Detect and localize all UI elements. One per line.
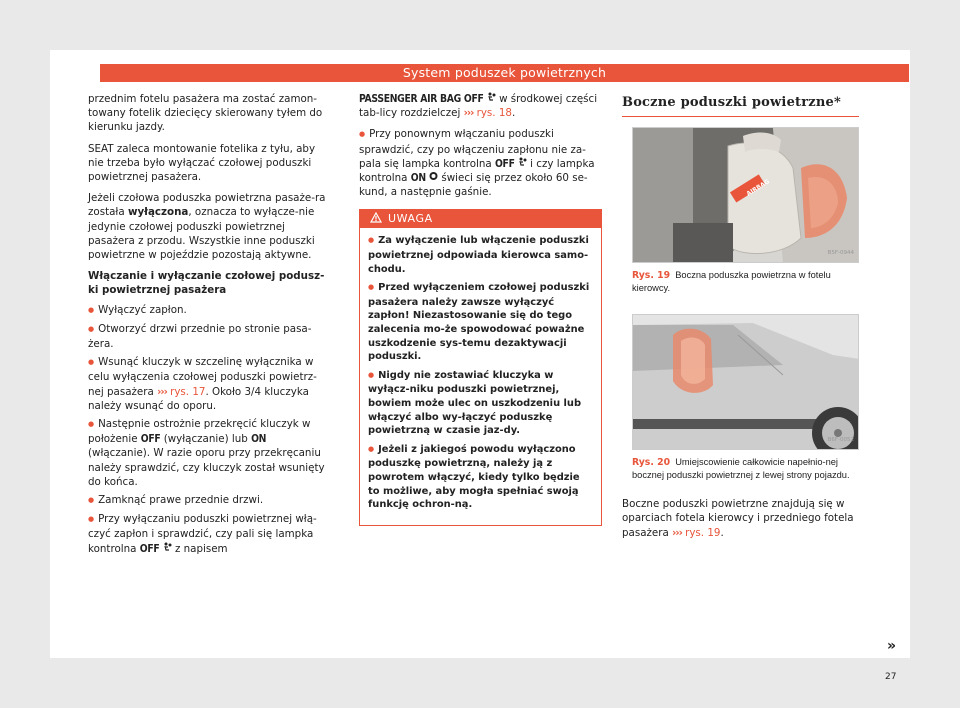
off-indicator: OFF bbox=[139, 542, 160, 555]
list-item: ● Wyłączyć zapłon. bbox=[88, 303, 330, 318]
passenger-airbag-icon bbox=[429, 171, 438, 181]
list-item: ● Przy wyłączaniu poduszki powietrznej włą-czyć zapłon i sprawdzić, czy pali się lampka kontrolna OFF z napisem bbox=[88, 512, 330, 556]
paragraph: przednim fotelu pasażera ma zostać zamon-towany fotelik dziecięcy skierowany tyłem do kierunku jazdy. bbox=[88, 93, 323, 134]
figure-caption: Rys. 19 Boczna poduszka powietrzna w fotelu kierowcy. bbox=[632, 270, 831, 294]
on-indicator: ON bbox=[251, 433, 267, 446]
figure-code: B6F-0052 bbox=[827, 437, 854, 443]
passenger-airbag-icon bbox=[518, 157, 527, 167]
figure-reference[interactable]: ››› rys. 19 bbox=[672, 526, 721, 539]
subheading: Włączanie i wyłączanie czołowej podusz-ki powietrznej pasażera bbox=[88, 270, 325, 297]
ref-arrows-icon: ››› bbox=[157, 385, 167, 398]
seat-airbag-illustration bbox=[633, 128, 859, 263]
paragraph: SEAT zaleca montowanie fotelika z tyłu, aby nie trzeba było wyłączać czołowej poduszki powietrznej pasażera. bbox=[88, 142, 316, 184]
figure-seat-airbag bbox=[632, 127, 859, 263]
passenger-airbag-icon bbox=[163, 542, 172, 552]
paragraph: Boczne poduszki powietrzne znajdują się w oparciach fotela kierowcy i przedniego fotela pasażera ››› rys. 19. bbox=[622, 498, 854, 539]
next-page-arrow-icon: » bbox=[887, 638, 897, 654]
warning-body bbox=[360, 228, 601, 524]
warning-header: UWAGA bbox=[360, 210, 601, 228]
figure-code: B5F-0944 bbox=[827, 250, 854, 256]
list-item: ● Wsunąć kluczyk w szczelinę wyłącznika w celu wyłączenia czołowej poduszki powietrz-nej pasażera ››› rys. 17. Około 3/4 kluczyka należy wsunąć do oporu. bbox=[88, 355, 330, 413]
column-right bbox=[622, 92, 859, 547]
warning-item: ● Nigdy nie zostawiać kluczyka w wyłącz-niku poduszki powietrznej, bowiem może ulec on uszkodzeniu lub włączyć albo wy-łączyć poduszkę powietrzną w czasie jaz-dy. bbox=[368, 369, 593, 438]
passenger-airbag-off-indicator: PASSENGER AIR BAG OFF bbox=[359, 93, 484, 105]
manual-page bbox=[50, 50, 910, 682]
list-item: ● Następnie ostrożnie przekręcić kluczyk w położenie OFF (wyłączanie) lub ON (włączanie). W razie oporu przy przekręcaniu należy sprawdzić, czy kluczyk został wsunięty do końca. bbox=[88, 417, 330, 489]
paragraph: PASSENGER AIR BAG OFF w środkowej części tab-licy rozdzielczej ››› rys. 18. bbox=[359, 93, 598, 120]
ref-arrows-icon: ››› bbox=[463, 107, 474, 120]
list-item: ● Otworzyć drzwi przednie po stronie pasa-żera. bbox=[88, 322, 330, 351]
warning-triangle-icon bbox=[370, 212, 382, 223]
page-header: System poduszek powietrznych bbox=[100, 64, 909, 82]
warning-item: ● Jeżeli z jakiegoś powodu wyłączono poduszkę powietrzną, należy ją z powrotem włączyć, kiedy tylko będzie to możliwe, aby mogła spełniać swoją funkcję ochron-ną. bbox=[368, 443, 593, 512]
airbag-label: AIRBAG bbox=[745, 178, 771, 198]
column-middle bbox=[359, 92, 602, 526]
list-item: ● Przy ponownym włączaniu poduszki sprawdzić, czy po włączeniu zapłonu nie za-pala się lampka kontrolna OFF i czy lampka kontrolna ON świeci się przez około 60 se-kund, a następnie gaśnie. bbox=[359, 127, 602, 199]
page-number: 27 bbox=[885, 672, 897, 682]
passenger-airbag-icon bbox=[487, 92, 496, 102]
figure-car-side-airbag bbox=[632, 314, 859, 450]
figure-number: Rys. 19 bbox=[632, 270, 671, 282]
on-indicator: ON bbox=[410, 172, 426, 185]
section-title: Boczne poduszki powietrzne* bbox=[622, 92, 859, 117]
off-indicator: OFF bbox=[140, 433, 161, 446]
warning-item: ● Przed wyłączeniem czołowej poduszki pasażera należy zawsze wyłączyć zapłon! Niezastosowanie się do tego zalecenia mo-że spowodować poważne uszkodzenie sys-temu dezaktywacji poduszki. bbox=[368, 281, 593, 364]
figure-reference[interactable]: ››› rys. 17 bbox=[157, 385, 206, 398]
column-left bbox=[88, 92, 330, 560]
paragraph: Jeżeli czołowa poduszka powietrzna pasaże-ra została wyłączona, oznacza to wyłącze-nie jedynie czołowej poduszki powietrznej pasażera z przodu. Wszystkie inne poduszki powietrzne w pojeździe pozostają aktywne. bbox=[88, 192, 326, 262]
figure-caption: Rys. 20 Umiejscowienie całkowicie napełnio-nej bocznej poduszki powietrznej z lewej strony pojazdu. bbox=[632, 457, 850, 481]
ref-arrows-icon: ››› bbox=[672, 526, 682, 539]
car-side-illustration bbox=[633, 315, 859, 450]
figure-number: Rys. 20 bbox=[632, 457, 671, 469]
figure-reference[interactable]: ››› rys. 18 bbox=[463, 107, 512, 120]
warning-box bbox=[359, 209, 602, 525]
list-item: ● Zamknąć prawe przednie drzwi. bbox=[88, 493, 330, 508]
warning-item: ● Za wyłączenie lub włączenie poduszki powietrznej odpowiada kierowca samo-chodu. bbox=[368, 234, 593, 276]
off-indicator: OFF bbox=[494, 157, 515, 170]
